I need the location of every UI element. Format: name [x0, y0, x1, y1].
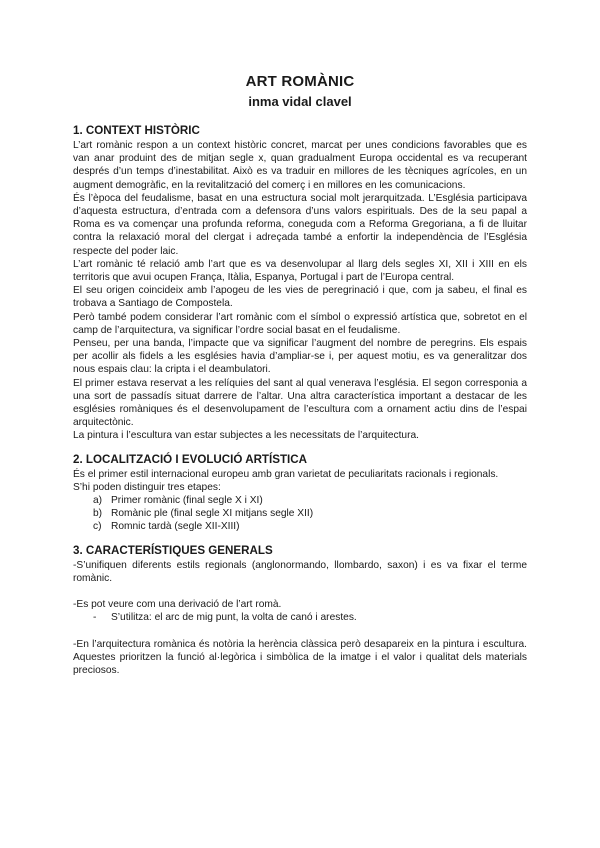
paragraph: Penseu, per una banda, l’impacte que va significar l’augment del nombre de peregrins. Els espais per acollir als fidels a les esglésies havia d’ampliar-se i, per aquest motiu, es va generalitzar dos nous espais clau: la cripta i el deambulatori. [73, 338, 527, 376]
section-context-historic [73, 124, 527, 443]
list-marker: b) [93, 508, 103, 520]
paragraph: L’art romànic respon a un context històric concret, marcat per unes condicions favorables que es van anar produint des de mitjan segle x, quan gradualment Europa occidental es va recuperant després d’un temps d’inestabilitat. Això es va traduir en millores de les tècniques agrícoles, en un augment demogràfic, en la revitalització del comerç i en millores en les comunicacions. [73, 140, 527, 191]
spacer [73, 625, 527, 638]
list-item-text: Romànic ple (final segle XI mitjans segle XII) [111, 508, 314, 520]
paragraph: És l’època del feudalisme, basat en una estructura social molt jerarquitzada. L’Església participava d’aquesta estructura, d’entrada com a defensora d’uns valors espirituals. Des de la seu papal a Roma es va començar una profunda reforma, coneguda com a Reforma Gregoriana, a fi de lluitar contra la relaxació moral del clergat i adreçada també a enfortir la independència de l’Església respecte del poder laic. [73, 192, 527, 257]
list-item [93, 494, 527, 507]
paragraph: -S’unifiquen diferents estils regionals (anglonormando, llombardo, saxon) i es va fixar el terme romànic. [73, 559, 527, 584]
section-caracteristiques [73, 544, 527, 677]
paragraph: El seu origen coincideix amb l’apogeu de les vies de peregrinació i que, com ja sabeu, el final es trobava a Santiago de Compostela. [73, 285, 527, 310]
paragraph: -Es pot veure com una derivació de l’art romà. [73, 599, 282, 611]
paragraph: És el primer estil internacional europeu amb gran varietat de peculiaritats racionals i regionals. [73, 468, 499, 480]
paragraph: S’hi poden distinguir tres etapes: [73, 481, 221, 493]
section-heading: 1. CONTEXT HISTÒRIC [73, 124, 200, 137]
list-marker: - [93, 612, 97, 624]
document-author: inma vidal clavel [248, 94, 352, 109]
list-marker: a) [93, 495, 103, 507]
list-item [93, 520, 527, 533]
paragraph: L’art romànic té relació amb l’art que es va desenvolupar al llarg dels segles XI, XII i XIII en els territoris que avui ocupen França, Itàlia, Espanya, Portugal i part de l’Europa central. [73, 258, 527, 284]
paragraph: Però també podem considerar l’art romànic com el símbol o expressió artística que, sobretot en el camp de l’arquitectura, va significar l’ordre social basat en el feudalisme. [73, 311, 527, 336]
section-localitzacio [73, 453, 527, 534]
section-heading: 2. LOCALITZACIÓ I EVOLUCIÓ ARTÍSTICA [73, 452, 308, 466]
list-item [73, 611, 527, 624]
stages-list [73, 494, 527, 534]
document-body [73, 124, 527, 687]
list-item-text: Primer romànic (final segle X i XI) [111, 495, 263, 507]
list-item-text: S’utilitza: el arc de mig punt, la volta de canó i arestes. [111, 612, 357, 624]
list-item-text: Romnic tardà (segle XII-XIII) [111, 521, 240, 533]
paragraph: El primer estava reservat a les relíquies del sant al qual venerava l’església. El segon corresponia a una sort de passadís situat darrere de l’altar. Una altra característica important a destacar de les esglésies romàniques és el desenvolupament de l’escultura com a ornament actiu dins de l’espai arquitectònic. [73, 377, 527, 429]
list-item [93, 507, 527, 520]
spacer [73, 585, 527, 598]
document-title: ART ROMÀNIC [245, 73, 355, 90]
section-heading: 3. CARACTERÍSTIQUES GENERALS [73, 543, 273, 557]
paragraph: -En l’arquitectura romànica és notòria la herència clàssica però desapareix en la pintura i escultura. Aquestes prioritzen la funció al·legòrica i simbòlica de la imatge i el valor i qualitat dels materials preciosos. [73, 638, 527, 676]
list-marker: c) [93, 521, 102, 533]
paragraph: La pintura i l’escultura van estar subjectes a les necessitats de l’arquitectura. [73, 430, 419, 442]
